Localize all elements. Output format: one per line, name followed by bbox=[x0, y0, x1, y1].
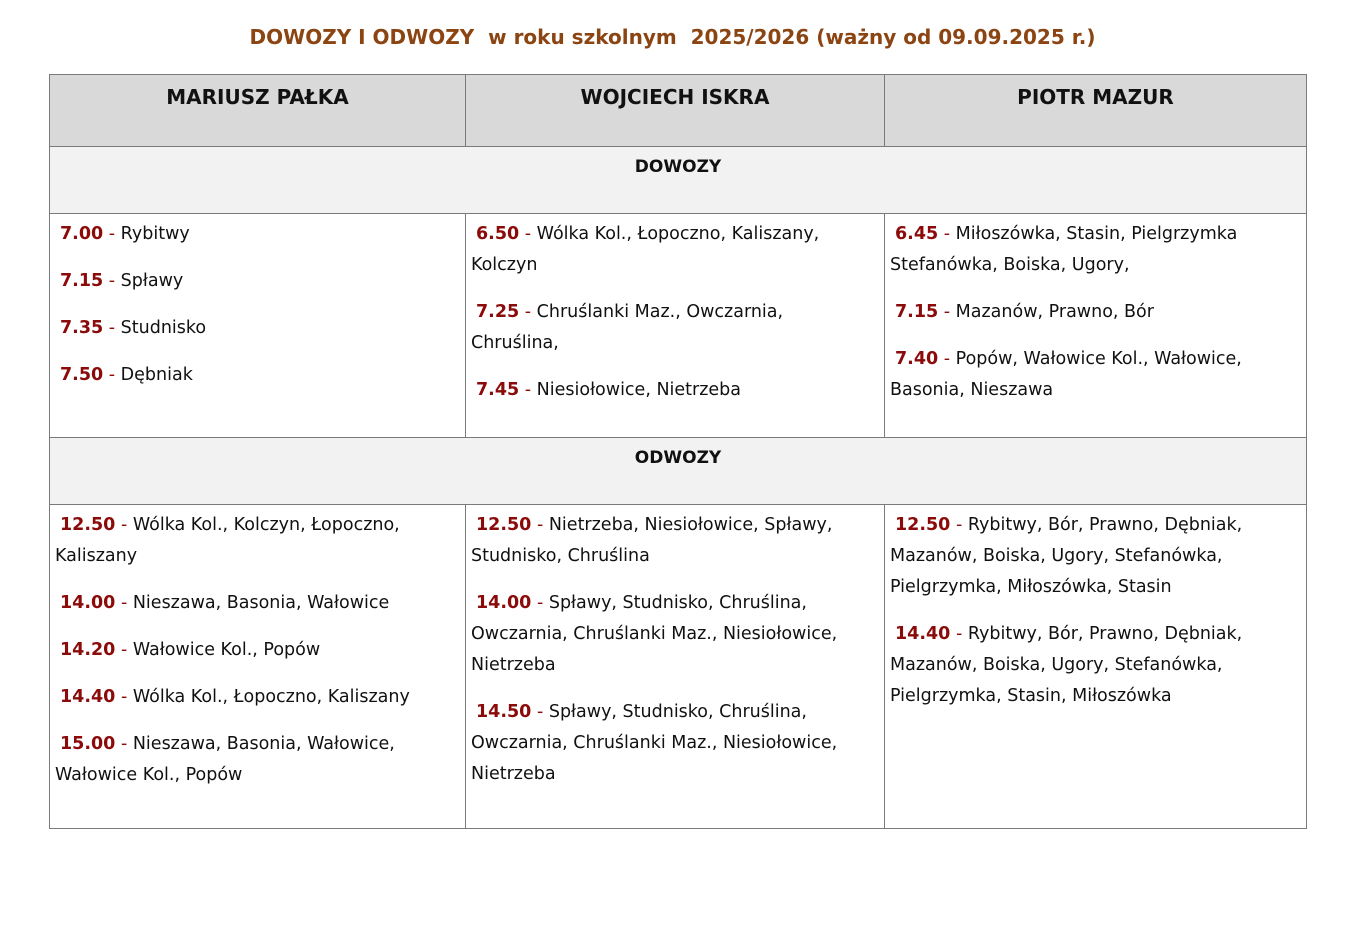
dowozy-section-row bbox=[50, 147, 1307, 214]
separator: - bbox=[108, 365, 116, 385]
departure-time: 7.15 bbox=[895, 302, 939, 322]
odwozy-cell-1 bbox=[50, 505, 466, 829]
stops-list: Spławy, Studnisko, Chruślina, Owczarnia, Chruślanki Maz., Niesiołowice, Nietrzeba bbox=[471, 702, 838, 784]
stops-list: Spławy, Studnisko, Chruślina, Owczarnia, Chruślanki Maz., Niesiołowice, Nietrzeba bbox=[471, 593, 838, 675]
separator: - bbox=[943, 349, 951, 369]
stops-list: Niesiołowice, Nietrzeba bbox=[536, 380, 742, 400]
driver-header-3: PIOTR MAZUR bbox=[885, 75, 1307, 147]
stops-list: Spławy bbox=[120, 271, 184, 291]
schedule-entry bbox=[55, 510, 457, 572]
separator: - bbox=[120, 593, 128, 613]
schedule-entry bbox=[890, 344, 1298, 406]
stops-list: Rybitwy bbox=[120, 224, 190, 244]
driver-header-2: WOJCIECH ISKRA bbox=[466, 75, 885, 147]
schedule-entry bbox=[471, 219, 876, 281]
separator: - bbox=[108, 224, 116, 244]
schedule-entry bbox=[471, 697, 876, 790]
schedule-entry bbox=[890, 510, 1298, 603]
page-title: DOWOZY I ODWOZY w roku szkolnym 2025/2026 (ważny od 09.09.2025 r.) bbox=[249, 25, 1096, 49]
stops-list: Wólka Kol., Łopoczno, Kaliszany bbox=[132, 687, 410, 707]
separator: - bbox=[524, 380, 532, 400]
stops-list: Wólka Kol., Łopoczno, Kaliszany, Kolczyn bbox=[471, 224, 820, 275]
dowozy-cell-3 bbox=[885, 214, 1307, 438]
schedule-entry bbox=[471, 297, 876, 359]
separator: - bbox=[536, 515, 544, 535]
schedule-entry bbox=[890, 219, 1298, 281]
dowozy-section-title: DOWOZY bbox=[50, 147, 1307, 214]
schedule-entry bbox=[55, 219, 457, 250]
separator: - bbox=[524, 224, 532, 244]
stops-list: Nietrzeba, Niesiołowice, Spławy, Studnisko, Chruślina bbox=[471, 515, 833, 566]
stops-list: Chruślanki Maz., Owczarnia, Chruślina, bbox=[471, 302, 784, 353]
separator: - bbox=[955, 515, 963, 535]
schedule-entry bbox=[471, 510, 876, 572]
departure-time: 7.00 bbox=[60, 224, 104, 244]
driver-header-1: MARIUSZ PAŁKA bbox=[50, 75, 466, 147]
departure-time: 12.50 bbox=[60, 515, 116, 535]
stops-list: Rybitwy, Bór, Prawno, Dębniak, Mazanów, Boiska, Ugory, Stefanówka, Pielgrzymka, Stasin, Miłoszówka bbox=[890, 624, 1243, 706]
stops-list: Mazanów, Prawno, Bór bbox=[955, 302, 1154, 322]
separator: - bbox=[120, 515, 128, 535]
schedule-entry bbox=[890, 619, 1298, 712]
departure-time: 7.40 bbox=[895, 349, 939, 369]
separator: - bbox=[120, 734, 128, 754]
departure-time: 7.35 bbox=[60, 318, 104, 338]
separator: - bbox=[536, 702, 544, 722]
stops-list: Wałowice Kol., Popów bbox=[132, 640, 321, 660]
departure-time: 12.50 bbox=[895, 515, 951, 535]
departure-time: 14.00 bbox=[60, 593, 116, 613]
schedule-entry bbox=[55, 588, 457, 619]
schedule-entry bbox=[55, 729, 457, 791]
departure-time: 14.40 bbox=[60, 687, 116, 707]
stops-list: Wólka Kol., Kolczyn, Łopoczno, Kaliszany bbox=[55, 515, 400, 566]
stops-list: Miłoszówka, Stasin, Pielgrzymka Stefanówka, Boiska, Ugory, bbox=[890, 224, 1238, 275]
separator: - bbox=[943, 224, 951, 244]
schedule-entry bbox=[471, 588, 876, 681]
departure-time: 7.50 bbox=[60, 365, 104, 385]
stops-list: Nieszawa, Basonia, Wałowice bbox=[132, 593, 390, 613]
schedule-entry bbox=[471, 375, 876, 406]
separator: - bbox=[108, 271, 116, 291]
separator: - bbox=[955, 624, 963, 644]
stops-list: Popów, Wałowice Kol., Wałowice, Basonia, Nieszawa bbox=[890, 349, 1242, 400]
schedule-entry bbox=[55, 682, 457, 713]
stops-list: Nieszawa, Basonia, Wałowice, Wałowice Kol., Popów bbox=[55, 734, 395, 785]
schedule-entry bbox=[890, 297, 1298, 328]
stops-list: Studnisko bbox=[120, 318, 207, 338]
odwozy-cell-2 bbox=[466, 505, 885, 829]
departure-time: 7.45 bbox=[476, 380, 520, 400]
schedule-entry bbox=[55, 313, 457, 344]
departure-time: 14.50 bbox=[476, 702, 532, 722]
stops-list: Dębniak bbox=[120, 365, 193, 385]
departure-time: 6.50 bbox=[476, 224, 520, 244]
departure-time: 12.50 bbox=[476, 515, 532, 535]
departure-time: 14.00 bbox=[476, 593, 532, 613]
separator: - bbox=[943, 302, 951, 322]
dowozy-row bbox=[50, 214, 1307, 438]
driver-header-row bbox=[50, 75, 1307, 147]
separator: - bbox=[120, 640, 128, 660]
departure-time: 7.25 bbox=[476, 302, 520, 322]
odwozy-section-row bbox=[50, 438, 1307, 505]
schedule-table bbox=[49, 74, 1307, 829]
separator: - bbox=[108, 318, 116, 338]
departure-time: 14.40 bbox=[895, 624, 951, 644]
schedule-entry bbox=[55, 360, 457, 391]
schedule-entry bbox=[55, 635, 457, 666]
departure-time: 7.15 bbox=[60, 271, 104, 291]
separator: - bbox=[120, 687, 128, 707]
departure-time: 6.45 bbox=[895, 224, 939, 244]
departure-time: 14.20 bbox=[60, 640, 116, 660]
stops-list: Rybitwy, Bór, Prawno, Dębniak, Mazanów, Boiska, Ugory, Stefanówka, Pielgrzymka, Miłoszówka, Stasin bbox=[890, 515, 1243, 597]
odwozy-section-title: ODWOZY bbox=[50, 438, 1307, 505]
odwozy-row bbox=[50, 505, 1307, 829]
dowozy-cell-1 bbox=[50, 214, 466, 438]
departure-time: 15.00 bbox=[60, 734, 116, 754]
odwozy-cell-3 bbox=[885, 505, 1307, 829]
dowozy-cell-2 bbox=[466, 214, 885, 438]
schedule-entry bbox=[55, 266, 457, 297]
separator: - bbox=[536, 593, 544, 613]
separator: - bbox=[524, 302, 532, 322]
